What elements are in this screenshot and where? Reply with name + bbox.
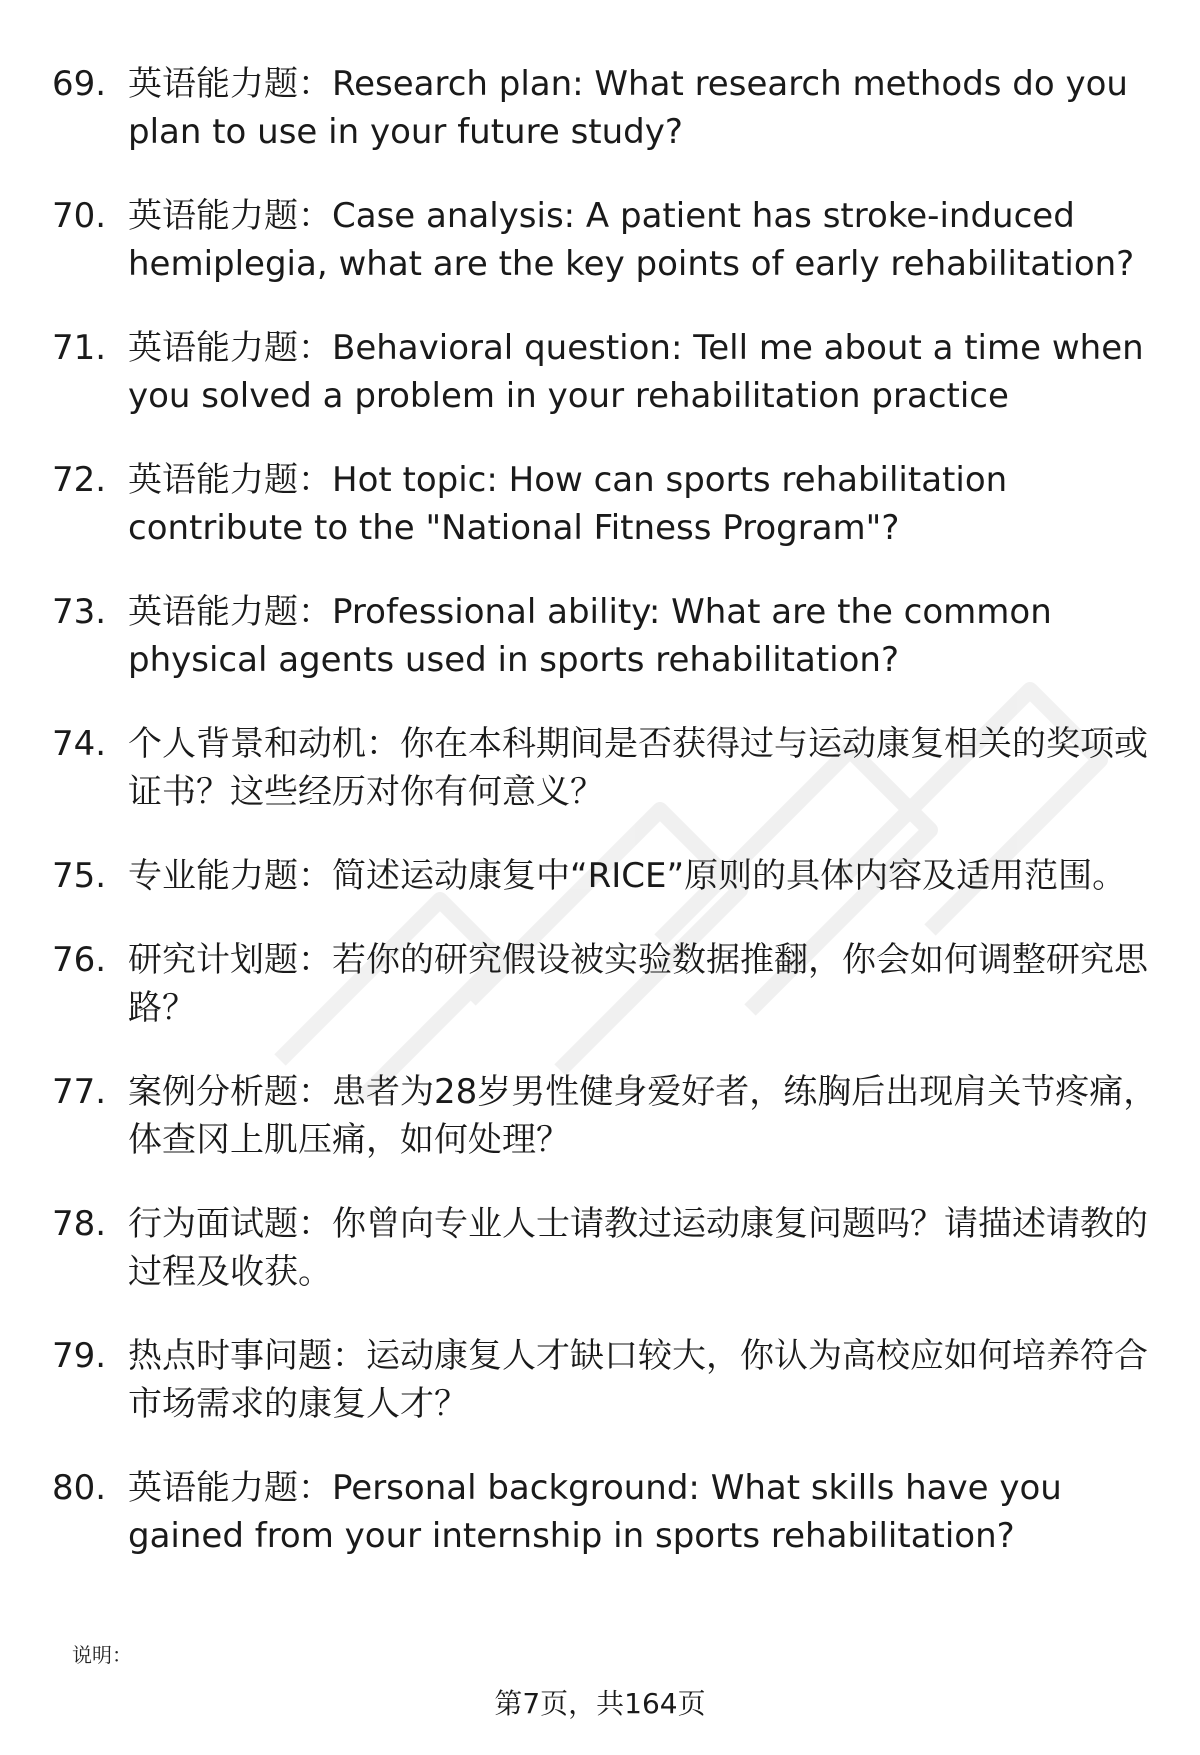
question-number: 78. — [52, 1204, 107, 1244]
question-item — [52, 588, 1162, 684]
question-item — [52, 192, 1162, 288]
question-text: 案例分析题：患者为28岁男性健身爱好者，练胸后出现肩关节疼痛，体查冈上肌压痛，如何处理？ — [128, 1072, 1158, 1160]
question-number: 69. — [52, 64, 107, 104]
page-number: 第7页，共164页 — [494, 1687, 706, 1720]
question-number: 80. — [52, 1468, 107, 1508]
question-text: 行为面试题：你曾向专业人士请教过运动康复问题吗？请描述请教的过程及收获。 — [128, 1204, 1148, 1292]
question-text: 研究计划题：若你的研究假设被实验数据推翻，你会如何调整研究思路？ — [128, 940, 1148, 1028]
question-text: 英语能力题：Professional ability: What are the common physical agents used in sports rehabilitation? — [128, 592, 1052, 680]
question-list — [52, 60, 1162, 1596]
question-number: 77. — [52, 1072, 107, 1112]
question-number: 72. — [52, 460, 107, 500]
question-item — [52, 1332, 1162, 1428]
question-number: 75. — [52, 856, 107, 896]
question-item — [52, 324, 1162, 420]
question-item — [52, 1068, 1162, 1164]
question-text: 英语能力题：Personal background: What skills have you gained from your internship in sports rehabilitation? — [128, 1468, 1062, 1556]
question-number: 76. — [52, 940, 107, 980]
question-text: 专业能力题：简述运动康复中“RICE”原则的具体内容及适用范围。 — [128, 856, 1127, 896]
question-item — [52, 1200, 1162, 1296]
question-number: 70. — [52, 196, 107, 236]
question-text: 英语能力题：Case analysis: A patient has stroke-induced hemiplegia, what are the key points of early rehabilitation? — [128, 196, 1135, 284]
question-item — [52, 60, 1162, 156]
question-number: 73. — [52, 592, 107, 632]
question-text: 热点时事问题：运动康复人才缺口较大，你认为高校应如何培养符合市场需求的康复人才？ — [128, 1336, 1148, 1424]
question-number: 79. — [52, 1336, 107, 1376]
question-item — [52, 456, 1162, 552]
question-text: 英语能力题：Research plan: What research methods do you plan to use in your future study? — [128, 64, 1128, 152]
question-number: 71. — [52, 328, 107, 368]
question-text: 英语能力题：Hot topic: How can sports rehabilitation contribute to the "National Fitness Program"? — [128, 460, 1008, 548]
question-item — [52, 936, 1162, 1032]
question-text: 个人背景和动机：你在本科期间是否获得过与运动康复相关的奖项或证书？这些经历对你有何意义？ — [128, 724, 1148, 812]
question-item — [52, 1464, 1162, 1560]
question-number: 74. — [52, 724, 107, 764]
question-text: 英语能力题：Behavioral question: Tell me about a time when you solved a problem in your rehabilitation practice — [128, 328, 1144, 416]
note-label: 说明： — [72, 1643, 132, 1667]
question-item — [52, 852, 1162, 900]
question-item — [52, 720, 1162, 816]
